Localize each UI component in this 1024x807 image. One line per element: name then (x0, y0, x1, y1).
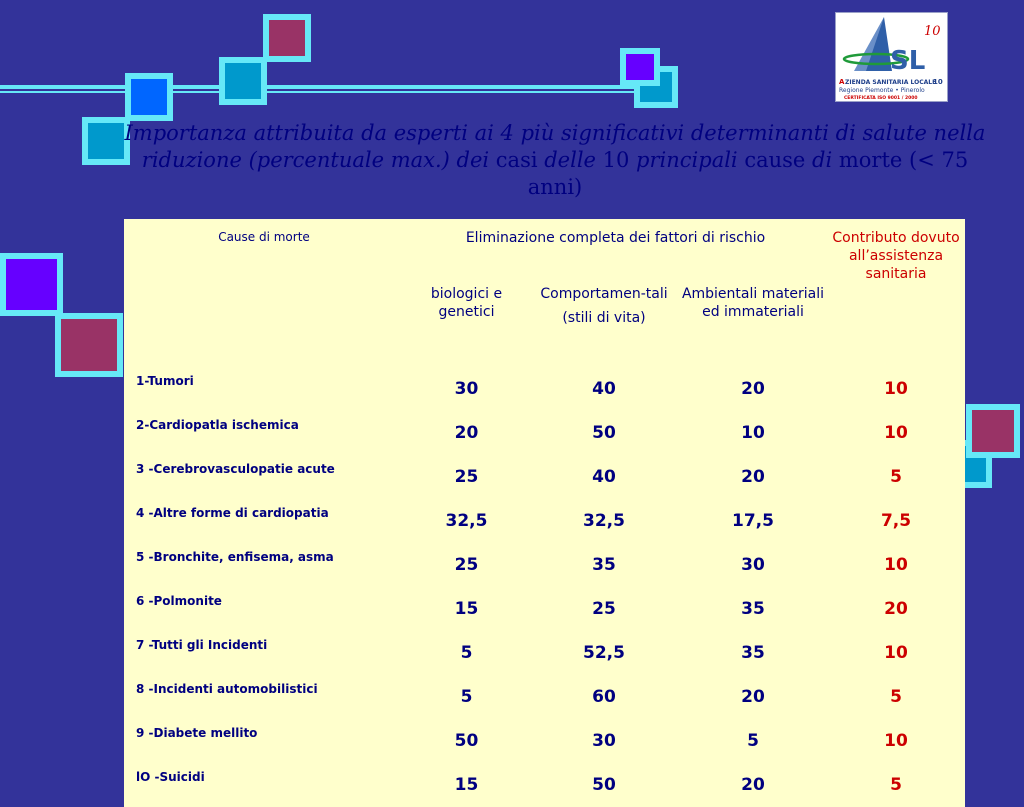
healthcare-value: 5 (890, 687, 902, 707)
environmental-value: 5 (747, 731, 759, 751)
healthcare-value: 20 (884, 599, 908, 619)
svg-text:10: 10 (924, 24, 941, 39)
table-row (124, 543, 965, 587)
healthcare-value: 7,5 (880, 511, 912, 531)
table-body (124, 367, 965, 807)
cause-cell: 8 -Incidenti automobilistici (136, 682, 318, 696)
table-row (124, 631, 965, 675)
header-cause: Cause di morte (218, 230, 310, 244)
cause-cell: 1-Tumori (136, 374, 194, 388)
table-row (124, 455, 965, 499)
behavioural-value: 32,5 (583, 511, 625, 531)
table-row (124, 763, 965, 807)
decorative-square (0, 253, 63, 316)
cause-cell: 3 -Cerebrovasculopatie acute (136, 462, 335, 476)
biological-value: 15 (454, 599, 479, 619)
environmental-value: 10 (741, 423, 765, 443)
environmental-value: 35 (741, 599, 765, 619)
table-row (124, 411, 965, 455)
healthcare-value: 10 (884, 731, 908, 751)
svg-text:ZIENDA SANITARIA LOCALE: ZIENDA SANITARIA LOCALE (845, 79, 937, 86)
causes-table (124, 219, 965, 807)
healthcare-value: 10 (884, 643, 908, 663)
header-biological: biologici e genetici (430, 286, 503, 320)
biological-value: 15 (454, 775, 479, 795)
decorative-square (125, 73, 173, 121)
header-environmental: Ambientali materiali ed immateriali (681, 286, 825, 320)
table-row (124, 719, 965, 763)
slide-title: Importanza attribuita da esperti ai 4 più significativi determinanti di salute nella riduzione (percentuale max.) dei casi delle 10 principali cause di morte (< 75 anni) (124, 121, 986, 199)
decorative-square (55, 313, 123, 377)
cause-cell: lO -Suicidi (136, 770, 205, 784)
healthcare-value: 5 (890, 467, 902, 487)
environmental-value: 35 (741, 643, 765, 663)
healthcare-value: 10 (884, 555, 908, 575)
behavioural-value: 30 (592, 731, 616, 751)
cause-cell: 5 -Bronchite, enfisema, asma (136, 550, 334, 564)
svg-text:SL: SL (890, 46, 926, 76)
decorative-square (263, 14, 311, 62)
behavioural-value: 60 (592, 687, 616, 707)
table-row (124, 675, 965, 719)
behavioural-value: 50 (592, 423, 616, 443)
header-behavioural: Comportamen-tali (stili di vita) (540, 286, 668, 326)
table-row (124, 499, 965, 543)
environmental-value: 20 (741, 467, 765, 487)
biological-value: 5 (460, 687, 473, 707)
svg-text:CERTIFICATA ISO 9001 / 2000: CERTIFICATA ISO 9001 / 2000 (844, 96, 918, 101)
decorative-square (620, 48, 660, 86)
svg-text:10: 10 (933, 78, 943, 86)
healthcare-value: 10 (884, 379, 908, 399)
healthcare-value: 5 (890, 775, 902, 795)
cause-cell: 6 -Polmonite (136, 594, 222, 608)
healthcare-value: 10 (884, 423, 908, 443)
behavioural-value: 25 (592, 599, 616, 619)
table-row (124, 367, 965, 411)
behavioural-value: 40 (592, 379, 616, 399)
svg-text:A: A (839, 78, 845, 86)
cause-cell: 4 -Altre forme di cardiopatia (136, 506, 329, 520)
header-contribution: Contributo dovuto all’assistenza sanitaria (832, 230, 960, 282)
cause-cell: 9 -Diabete mellito (136, 726, 258, 740)
biological-value: 30 (454, 379, 479, 399)
environmental-value: 20 (741, 687, 765, 707)
svg-text:Regione Piemonte • Pinerolo: Regione Piemonte • Pinerolo (839, 87, 925, 94)
behavioural-value: 40 (592, 467, 616, 487)
environmental-value: 20 (741, 775, 765, 795)
environmental-value: 20 (741, 379, 765, 399)
biological-value: 32,5 (445, 511, 488, 531)
decorative-square (966, 404, 1020, 458)
behavioural-value: 35 (592, 555, 616, 575)
cause-cell: 7 -Tutti gli Incidenti (136, 638, 268, 652)
asl-logo (835, 12, 948, 102)
behavioural-value: 52,5 (583, 643, 625, 663)
biological-value: 50 (454, 731, 479, 751)
decorative-square (219, 57, 267, 105)
decorative-line-top (0, 85, 660, 89)
behavioural-value: 50 (592, 775, 616, 795)
biological-value: 5 (460, 643, 473, 663)
biological-value: 25 (454, 555, 479, 575)
decorative-line-top-2 (0, 91, 660, 93)
environmental-value: 17,5 (732, 511, 774, 531)
biological-value: 25 (454, 467, 479, 487)
environmental-value: 30 (741, 555, 765, 575)
cause-cell: 2-Cardiopatla ischemica (136, 418, 299, 432)
biological-value: 20 (454, 423, 479, 443)
header-row-1 (124, 219, 965, 267)
header-elimination: Eliminazione completa dei fattori di rischio (465, 230, 766, 246)
asl-logo-graphic (836, 13, 947, 101)
table-row (124, 587, 965, 631)
